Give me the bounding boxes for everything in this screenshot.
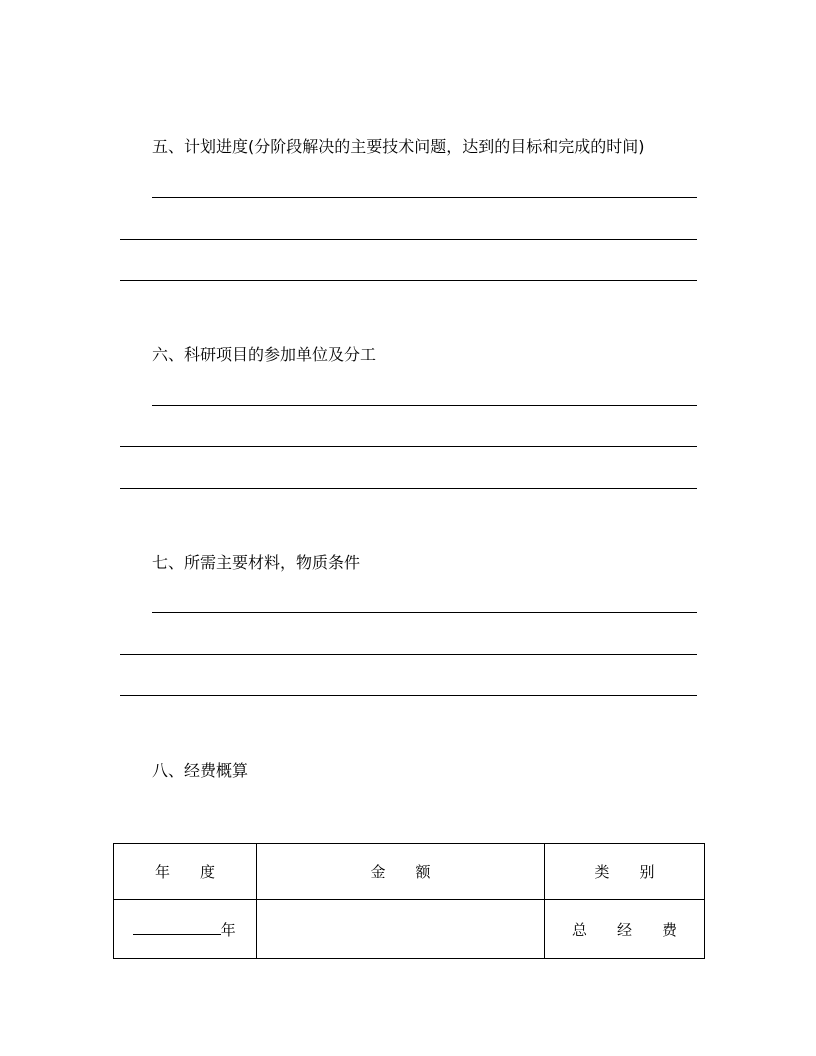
section-6-heading: 六、科研项目的参加单位及分工 — [152, 345, 377, 364]
section-5-answer-line-2[interactable] — [120, 239, 697, 240]
header-year: 年 度 — [114, 844, 257, 900]
header-amount: 金 额 — [257, 844, 545, 900]
budget-table-row — [114, 900, 705, 959]
year-input-blank[interactable] — [133, 918, 221, 935]
section-5-heading: 五、计划进度(分阶段解决的主要技术问题，达到的目标和完成的时间) — [152, 137, 645, 156]
year-cell — [114, 900, 257, 959]
category-cell: 总 经 费 — [545, 900, 705, 959]
budget-table-header-row — [114, 844, 705, 900]
section-7-heading: 七、所需主要材料，物质条件 — [152, 553, 361, 572]
section-5-answer-line-3[interactable] — [120, 280, 697, 281]
year-field-group — [133, 918, 236, 940]
section-6-answer-line-1[interactable] — [152, 405, 697, 406]
section-7-answer-line-1[interactable] — [152, 612, 697, 613]
section-6-answer-line-3[interactable] — [120, 488, 697, 489]
budget-table — [113, 843, 705, 959]
section-8-heading: 八、经费概算 — [152, 761, 249, 780]
section-7-answer-line-2[interactable] — [120, 654, 697, 655]
section-6-answer-line-2[interactable] — [120, 446, 697, 447]
section-7-answer-line-3[interactable] — [120, 695, 697, 696]
header-category: 类 别 — [545, 844, 705, 900]
year-suffix: 年 — [220, 921, 236, 939]
section-5-answer-line-1[interactable] — [152, 197, 697, 198]
amount-cell[interactable] — [257, 900, 545, 959]
